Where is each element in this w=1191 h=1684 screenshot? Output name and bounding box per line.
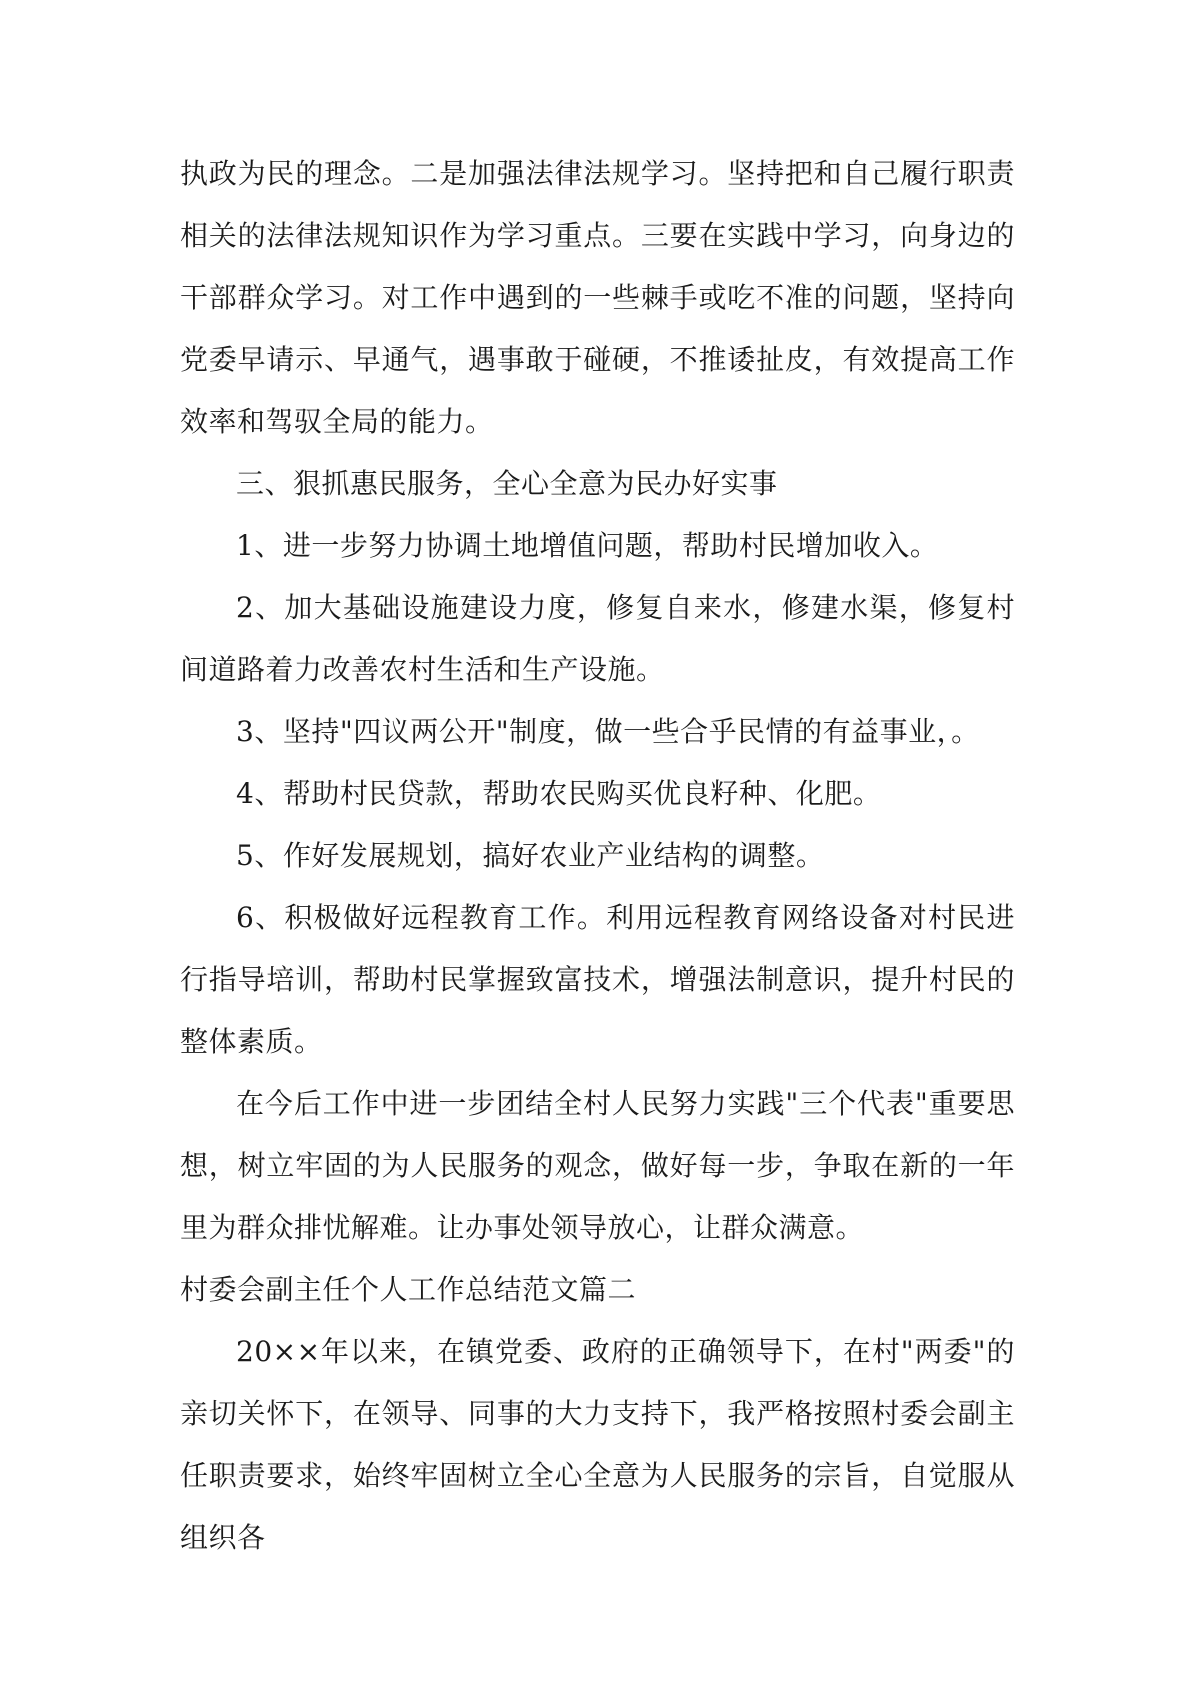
section-heading-3: 三、狠抓惠民服务，全心全意为民办好实事 [236, 467, 778, 500]
list-item-4: 4、帮助村民贷款，帮助农民购买优良籽种、化肥。 [236, 777, 882, 810]
paragraph-1: 执政为民的理念。二是加强法律法规学习。坚持把和自己履行职责相关的法律法规知识作为学习重点。三要在实践中学习，向身边的干部群众学习。对工作中遇到的一些棘手或吃不准的问题，坚持向党委早请示、早通气，遇事敢于碰硬，不推诿扯皮，有效提高工作效率和驾驭全局的能力。 [180, 157, 1015, 438]
list-item-3: 3、坚持"四议两公开"制度，做一些合乎民情的有益事业，。 [236, 715, 980, 748]
list-item-2: 2、加大基础设施建设力度，修复自来水，修建水渠，修复村间道路着力改善农村生活和生产设施。 [180, 591, 1015, 686]
article-title-part-two: 村委会副主任个人工作总结范文篇二 [180, 1273, 637, 1306]
intro-paragraph-part-two: 20××年以来，在镇党委、政府的正确领导下，在村"两委"的亲切关怀下，在领导、同事的大力支持下，我严格按照村委会副主任职责要求，始终牢固树立全心全意为人民服务的宗旨，自觉服从组织各 [180, 1335, 1015, 1554]
closing-paragraph: 在今后工作中进一步团结全村人民努力实践"三个代表"重要思想，树立牢固的为人民服务的观念，做好每一步，争取在新的一年里为群众排忧解难。让办事处领导放心，让群众满意。 [180, 1087, 1015, 1244]
list-item-5: 5、作好发展规划，搞好农业产业结构的调整。 [236, 839, 825, 872]
list-item-6: 6、积极做好远程教育工作。利用远程教育网络设备对村民进行指导培训，帮助村民掌握致富技术，增强法制意识，提升村民的整体素质。 [180, 901, 1015, 1058]
document-body [180, 143, 1015, 1569]
list-item-1: 1、进一步努力协调土地增值问题，帮助村民增加收入。 [236, 529, 939, 562]
